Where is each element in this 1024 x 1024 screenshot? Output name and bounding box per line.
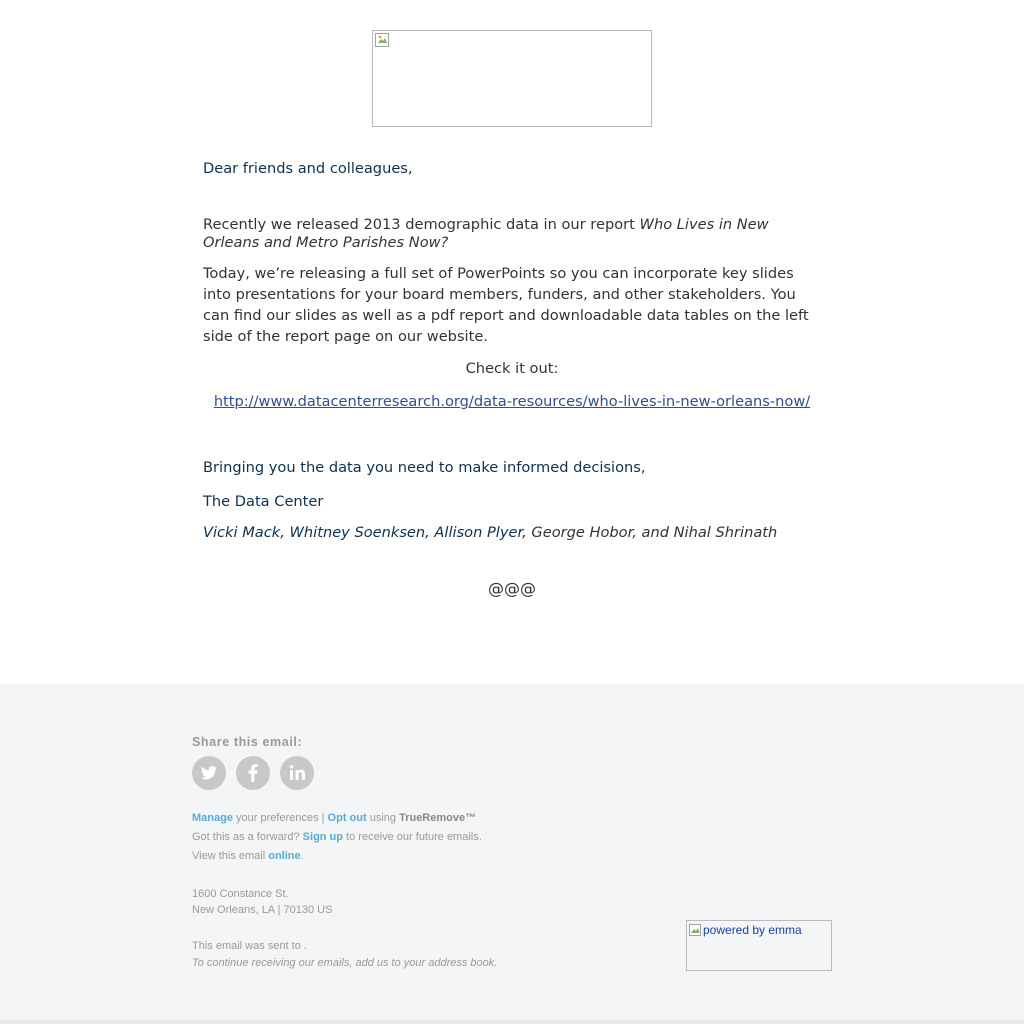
forward-text: Got this as a forward? [192,831,303,843]
linkedin-icon[interactable] [280,756,314,790]
separator: @@@ [488,579,536,598]
names-part-a: Vicki Mack, Whitney Soenksen, Allison Plyer, [203,524,527,541]
period-text: . [300,850,304,862]
twitter-icon[interactable] [192,756,226,790]
facebook-icon[interactable] [236,756,270,790]
using-text: using [366,812,400,824]
broken-image-icon [375,33,389,47]
sign-up-link[interactable]: Sign up [302,831,343,843]
footer-bottom-border [0,1020,1024,1024]
signature-names [203,522,823,543]
online-link[interactable]: online [268,850,301,862]
signature-org: The Data Center [203,493,324,510]
greeting: Dear friends and colleagues, [203,160,413,177]
report-link-line [203,391,821,412]
address-line-1: 1600 Constance St. [192,888,289,900]
email-footer [0,684,1024,1020]
intro-paragraph [203,216,823,252]
opt-out-link[interactable]: Opt out [327,812,367,824]
trueremove-label: TrueRemove™ [399,812,477,824]
emma-alt-text: powered by emma [703,923,802,937]
forward-line [192,831,482,843]
prefs-text: your preferences | [232,812,328,824]
share-label: Share this email: [192,735,303,749]
intro-text: Recently we released 2013 demographic data in our report [203,216,640,233]
powerpoints-paragraph: Today, we’re releasing a full set of PowerPoints so you can incorporate key slides into presentations for your board members, funders, and other stakeholders. You can find our slides as well as a pdf report and downloadable data tables on the left side of the report page on our website. [203,265,809,345]
address-line-2: New Orleans, LA | 70130 US [192,904,333,916]
report-title: Who Lives in New Orleans and Metro Parishes Now? [203,216,769,251]
header-logo-image [372,30,652,127]
preferences-line [192,812,476,824]
address-book-note: To continue receiving our emails, add us to your address book. [192,957,498,969]
names-part-b: George Hobor, and Nihal Shrinath [526,524,778,541]
broken-image-icon [689,924,701,936]
sent-to-text: This email was sent to . [192,940,307,952]
view-online-line [192,850,304,862]
powered-by-emma-image[interactable] [686,920,832,971]
check-it-out-label: Check it out: [465,360,559,377]
closing-line: Bringing you the data you need to make informed decisions, [203,459,646,476]
report-link[interactable]: http://www.datacenterresearch.org/data-resources/who-lives-in-new-orleans-now/ [213,393,811,410]
view-text: View this email [192,850,269,862]
manage-link[interactable]: Manage [192,812,233,824]
future-text: to receive our future emails. [343,831,482,843]
